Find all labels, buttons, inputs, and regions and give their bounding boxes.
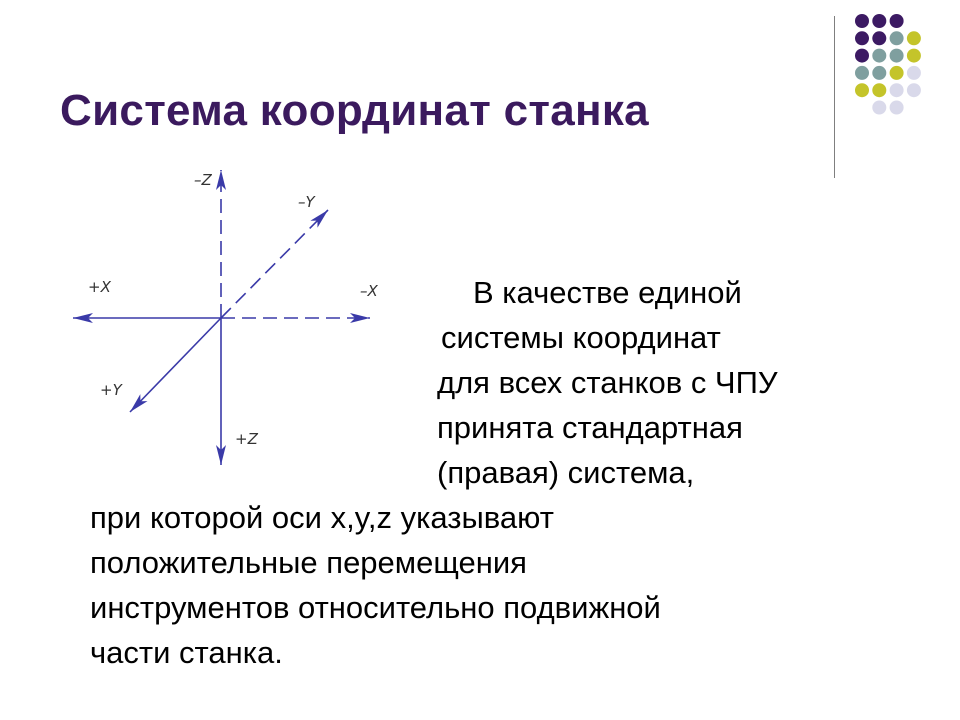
axes-diagram <box>60 150 400 480</box>
decor-dot <box>855 14 869 28</box>
decor-dot <box>872 101 886 115</box>
decor-dot <box>872 83 886 97</box>
decor-dot <box>855 49 869 63</box>
decor-dot <box>890 31 904 45</box>
body-line-2: системы координат <box>441 320 721 355</box>
body-line-3: для всех станков с ЧПУ <box>437 365 778 400</box>
label-neg-y: –Y <box>298 193 315 211</box>
decor-divider <box>834 16 835 178</box>
decor-dot <box>872 14 886 28</box>
body-line-7: положительные перемещения <box>90 545 527 580</box>
decor-dot <box>855 66 869 80</box>
label-pos-z: +Z <box>235 430 258 448</box>
decor-dot <box>855 31 869 45</box>
decor-dot <box>872 31 886 45</box>
decor-dot <box>907 83 921 97</box>
decor-dot <box>890 49 904 63</box>
label-neg-z: –Z <box>194 171 212 189</box>
decor-dot <box>872 66 886 80</box>
decor-dot <box>872 49 886 63</box>
decor-dot <box>890 66 904 80</box>
decor-dot <box>890 101 904 115</box>
decor-dot <box>907 49 921 63</box>
body-line-1: В качестве единой <box>473 275 742 310</box>
decor-dot <box>907 31 921 45</box>
slide-title: Система координат станка <box>60 86 649 135</box>
axis-pos-y <box>130 318 221 412</box>
body-line-5: (правая) система, <box>437 455 695 490</box>
label-pos-y: +Y <box>100 381 122 399</box>
body-line-8: инструментов относительно подвижной <box>90 590 661 625</box>
decor-dot <box>855 83 869 97</box>
body-line-6: при которой оси x,y,z указывают <box>90 500 554 535</box>
label-pos-x: +X <box>88 278 111 296</box>
axis-neg-y <box>221 210 328 318</box>
label-neg-x: –X <box>360 282 378 300</box>
decor-dot <box>890 14 904 28</box>
decor-dot <box>890 83 904 97</box>
body-line-9: части станка. <box>90 635 283 670</box>
body-line-4: принята стандартная <box>437 410 743 445</box>
decor-dot <box>907 66 921 80</box>
